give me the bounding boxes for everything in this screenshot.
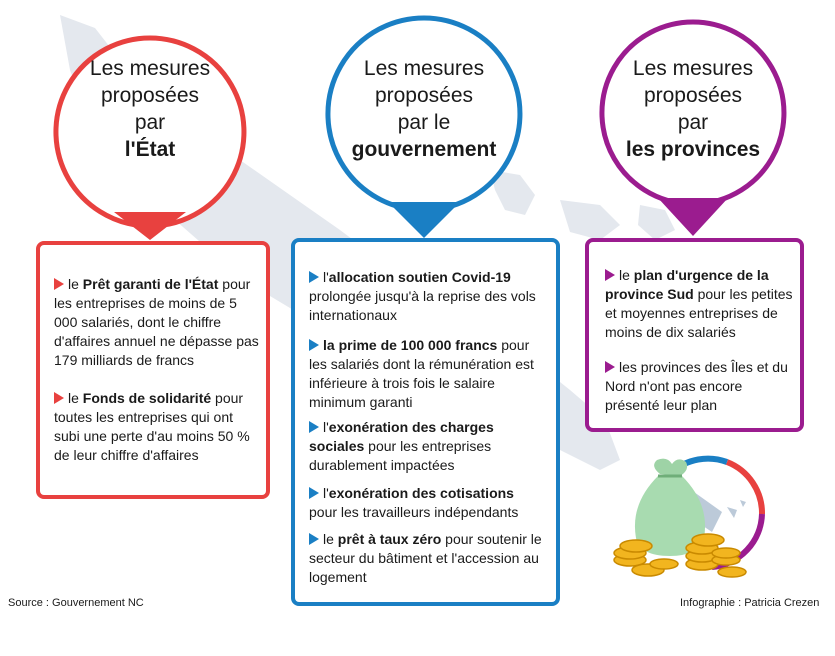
credit-caption: Infographie : Patricia Crezen	[680, 597, 820, 609]
list-item: la prime de 100 000 francs pour les salariés dont la rémunération est inférieure à trois fois le salaire minimum garanti	[309, 337, 534, 410]
triangle-bullet-icon	[309, 339, 319, 351]
triangle-bullet-icon	[54, 278, 64, 290]
title-provinces: Les mesures proposées par les provinces	[625, 57, 761, 161]
box-etat	[36, 241, 270, 499]
list-item: le Fonds de solidarité pour toutes les entreprises qui ont subi une perte d'au moins 50 % de leur chiffre d'affaires	[54, 390, 250, 463]
list-item: les provinces des Îles et du Nord n'ont pas encore présenté leur plan	[605, 359, 788, 413]
list-item: l'allocation soutien Covid-19 prolongée jusqu'à la reprise des vols internationaux	[309, 269, 536, 323]
list-item: le prêt à taux zéro pour soutenir le secteur du bâtiment et l'accession au logement	[309, 531, 542, 585]
box-provinces	[585, 238, 804, 432]
triangle-bullet-icon	[605, 361, 615, 373]
triangle-bullet-icon	[309, 487, 319, 499]
list-item: le Prêt garanti de l'État pour les entreprises de moins de 5 000 salariés, dont le chiffre d'affaires annuel ne dépasse pas 179 milliards de francs	[54, 276, 259, 368]
list-item: l'exonération des charges sociales pour les entreprises durablement impactées	[309, 419, 494, 473]
triangle-bullet-icon	[54, 392, 64, 404]
list-item: le plan d'urgence de la province Sud pour les petites et moyennes entreprises de moins de dix salariés	[605, 267, 793, 340]
source-caption: Source : Gouvernement NC	[8, 597, 144, 609]
title-gouvernement: Les mesures proposées par le gouvernement	[351, 57, 497, 161]
list-item: l'exonération des cotisations pour les travailleurs indépendants	[309, 485, 519, 520]
triangle-bullet-icon	[309, 533, 319, 545]
box-gouvernement	[291, 238, 560, 606]
triangle-bullet-icon	[309, 421, 319, 433]
money-bag-coins-icon	[612, 452, 772, 582]
title-etat: Les mesures proposées par l'État	[89, 57, 211, 161]
triangle-bullet-icon	[605, 269, 615, 281]
triangle-bullet-icon	[309, 271, 319, 283]
